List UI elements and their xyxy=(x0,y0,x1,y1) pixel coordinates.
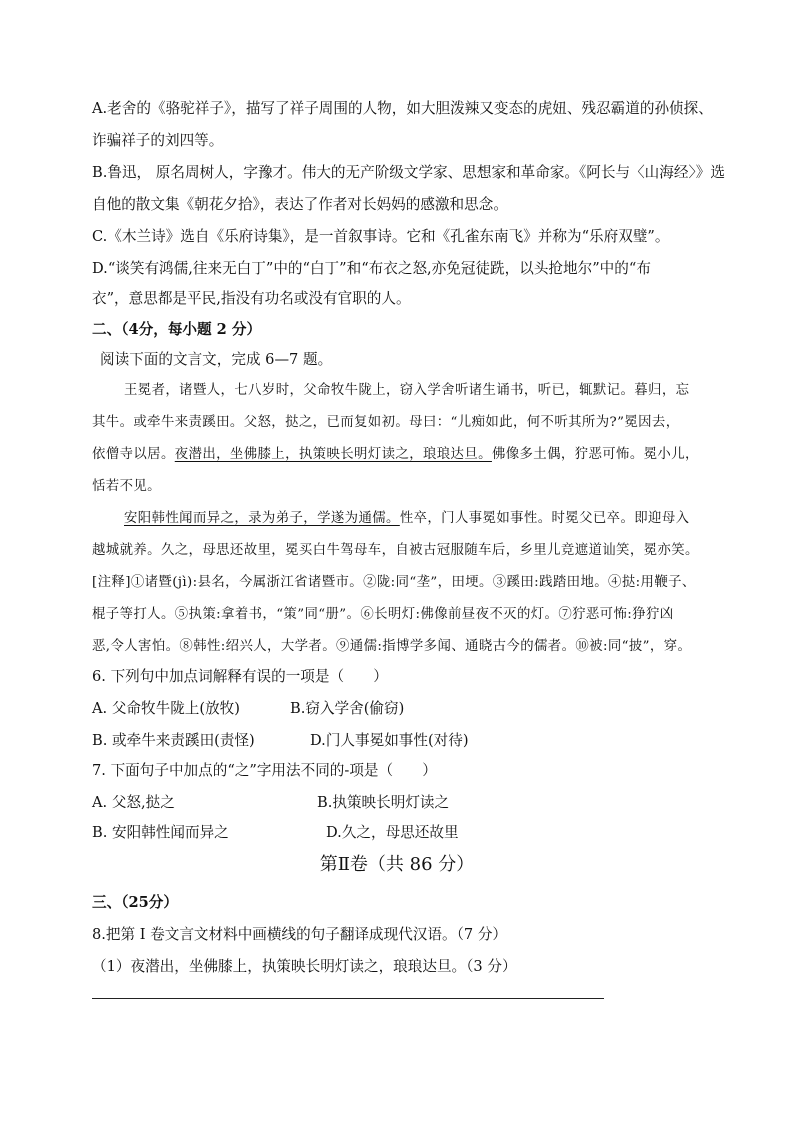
question-7-option-a: A. 父怒,挞之 xyxy=(92,794,175,811)
note-line2: 棍子等打人。⑤执策:拿着书，“策”同“册”。⑥长明灯:佛像前昼夜不灭的灯。⑦狞恶可怖:狰狞凶 xyxy=(92,607,674,622)
section-2-instruction: 阅读下面的文言文，完成 6—7 题。 xyxy=(100,351,333,368)
question-8-subquestion-1: （1）夜潜出，坐佛膝上，执策映长明灯读之，琅琅达旦。（3 分） xyxy=(92,958,517,975)
option-b-line1: B.鲁迅， 原名周树人，字豫才。伟大的无产阶级文学家、思想家和革命家。《阿长与〈山海经〉》选 xyxy=(92,164,725,181)
answer-line xyxy=(92,998,604,999)
passage-p1-line2: 其牛。或牵牛来责蹊田。父怒，挞之，已而复如初。母曰：“儿痴如此，何不听其所为?”冕因去， xyxy=(92,415,680,430)
section-3-heading: 三、（25分） xyxy=(92,894,178,911)
passage-p2-line1-post: 性卒，门人事冕如事性。时冕父已卒。即迎母入 xyxy=(399,511,690,526)
question-6-option-b: B.窃入学舍(偷窃) xyxy=(290,700,405,717)
option-d-line2: 衣”，意思都是平民,指没有功名或没有官职的人。 xyxy=(92,290,411,307)
passage-p2-line1 xyxy=(124,509,689,529)
option-b-line2: 自他的散文集《朝花夕拾》，表达了作者对长妈妈的感激和思念。 xyxy=(92,196,508,213)
question-6-option-c: B. 或牵牛来责蹊田(责怪) xyxy=(92,732,255,749)
option-a-line2: 诈骗祥子的刘四等。 xyxy=(92,132,224,149)
part-2-title: 第Ⅱ卷（共 86 分） xyxy=(319,854,475,875)
question-8-stem: 8.把第 I 卷文言文材料中画横线的句子翻译成现代汉语。（7 分） xyxy=(92,926,508,943)
passage-p1-line4: 恬若不见。 xyxy=(92,479,161,494)
question-6-stem: 6. 下列句中加点词解释有误的一项是（ ） xyxy=(92,668,388,685)
option-c-line1: C.《木兰诗》选自《乐府诗集》，是一首叙事诗。它和《孔雀东南飞》并称为“乐府双璧”。 xyxy=(92,228,670,245)
question-6-option-a: A. 父命牧牛陇上(放牧) xyxy=(92,700,240,717)
section-2-heading: 二、（4分，每小题 2 分） xyxy=(92,321,262,338)
question-6-option-d: D.门人事冕如事性(对待) xyxy=(310,732,469,749)
option-a-line1: A.老舍的《骆驼祥子》，描写了祥子周围的人物，如大胆泼辣又变态的虎妞、残忍霸道的孙侦探、 xyxy=(92,100,713,117)
passage-p2-line2: 越城就养。久之，母思还故里，冕买白牛驾母车，自被古冠服随车后，乡里儿竞遮道讪笑，冕亦笑。 xyxy=(92,543,699,558)
passage-p1-line3-post: 佛像多土偶，狞恶可怖。冕小儿， xyxy=(491,447,699,462)
question-7-stem: 7. 下面句子中加点的“之”字用法不同的-项是（ ） xyxy=(92,762,437,779)
passage-p1-line3 xyxy=(92,445,699,465)
passage-p1-line3-pre: 依僧寺以居。 xyxy=(92,447,175,462)
question-7-option-b: B.执策映长明灯读之 xyxy=(317,794,450,811)
underlined-sentence-2: 安阳韩性闻而异之，录为弟子，学遂为通儒。 xyxy=(124,511,400,526)
option-d-line1: D.“谈笑有鸿儒,往来无白丁”中的“白丁”和“布衣之怒,亦免冠徒跣，以头抢地尔”中的“布 xyxy=(92,260,651,277)
question-7-option-c: B. 安阳韩性闻而异之 xyxy=(92,824,229,841)
note-line3: 恶,令人害怕。⑧韩性:绍兴人，大学者。⑨通儒:指博学多闻、通晓古今的儒者。⑩被:同“披”，穿。 xyxy=(92,639,692,654)
underlined-sentence-1: 夜潜出，坐佛膝上，执策映长明灯读之，琅琅达旦。 xyxy=(174,447,492,462)
note-line1: [注释]①诸暨(jì):县名，今属浙江省诸暨市。②陇:同“垄”，田埂。③蹊田:践踏田地。④挞:用鞭子、 xyxy=(92,575,696,590)
question-7-option-d: D.久之，母思还故里 xyxy=(326,824,459,841)
passage-p1-line1: 王冕者，诸暨人，七八岁时，父命牧牛陇上，窃入学舍听诸生诵书，听已，辄默记。暮归，忘 xyxy=(124,383,690,398)
